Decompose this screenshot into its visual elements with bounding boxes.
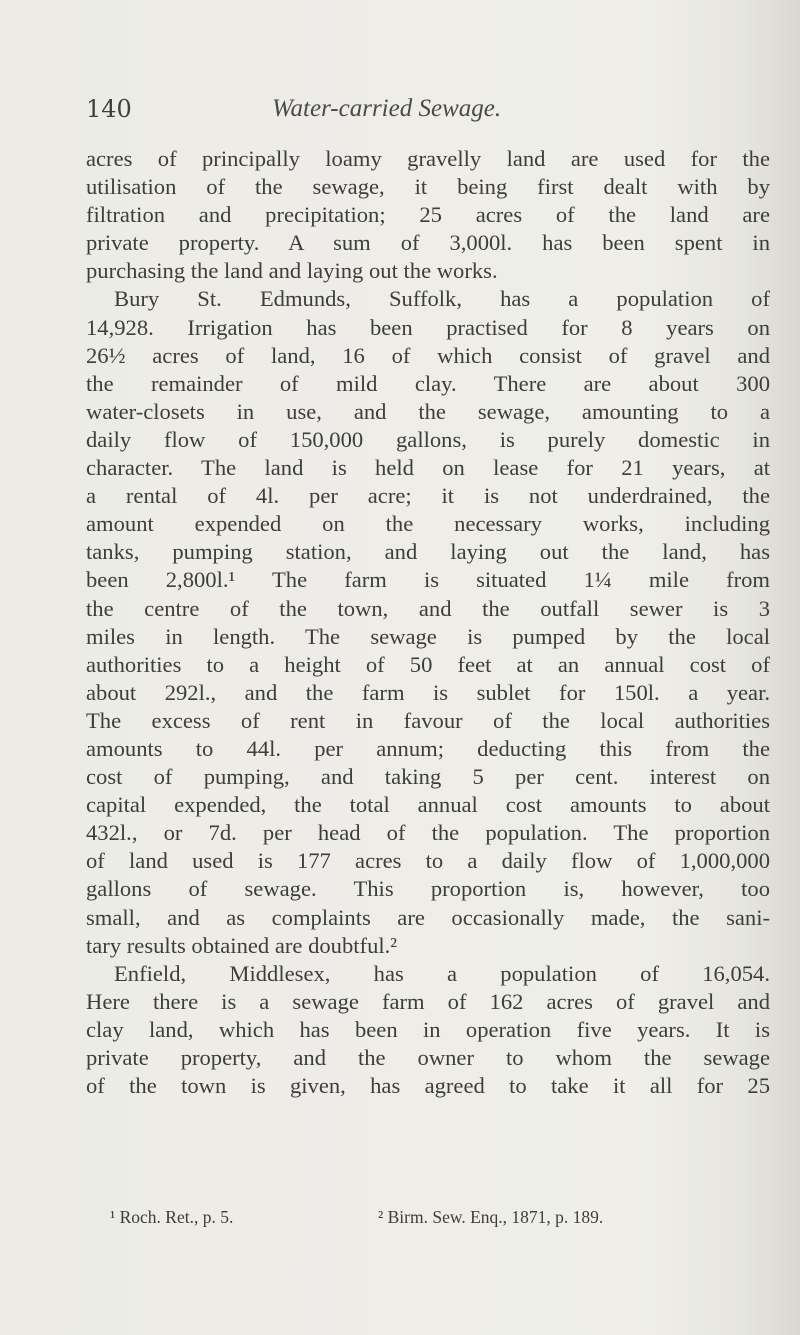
running-title: Water-carried Sewage. [272,95,502,122]
text-line: acres of principally loamy gravelly land are used for the [86,146,770,171]
text-line: Here there is a sewage farm of 162 acres of gravel and [86,988,770,1014]
text-line: daily flow of 150,000 gallons, is purely domestic in [86,426,770,452]
text-line: purchasing the land and laying out the works. [86,258,498,284]
text-line: capital expended, the total annual cost amounts to about [86,792,770,818]
text-line: water-closets in use, and the sewage, amounting to a [86,398,770,424]
page-number: 140 [86,95,132,123]
text-line: authorities to a height of 50 feet at an annual cost of [86,651,770,677]
text-line: 26½ acres of land, 16 of which consist of gravel and [86,342,770,368]
body-text [86,145,770,1100]
text-line: tanks, pumping station, and laying out the land, has [86,539,770,565]
text-line: about 292l., and the farm is sublet for 150l. a year. [86,679,770,705]
text-line: miles in length. The sewage is pumped by the local [86,623,770,649]
text-line: Bury St. Edmunds, Suffolk, has a population of [114,286,770,312]
text-line: private property, and the owner to whom the sewage [86,1045,770,1070]
text-line: utilisation of the sewage, it being first dealt with by [86,174,770,200]
page-header [86,95,786,135]
footnote-2: ² Birm. Sew. Enq., 1871, p. 189. [378,1207,604,1227]
text-line: character. The land is held on lease for 21 years, at [86,455,770,481]
text-line: the centre of the town, and the outfall sewer is 3 [86,595,770,621]
text-line: small, and as complaints are occasionally made, the sani- [86,904,770,930]
text-line: gallons of sewage. This proportion is, however, too [86,876,770,902]
text-line: a rental of 4l. per acre; it is not underdrained, the [86,483,770,509]
text-line: 14,928. Irrigation has been practised for 8 years on [86,314,770,340]
footnote-1: ¹ Roch. Ret., p. 5. [110,1207,234,1227]
text-line: Enfield, Middlesex, has a population of 16,054. [114,960,770,986]
text-line: amounts to 44l. per annum; deducting this from the [86,735,770,761]
text-line: filtration and precipitation; 25 acres of the land are [86,202,770,228]
text-line: 432l., or 7d. per head of the population. The proportion [86,820,770,846]
text-line: been 2,800l.¹ The farm is situated 1¼ mile from [86,567,770,593]
text-line: cost of pumping, and taking 5 per cent. interest on [86,764,770,790]
text-line: The excess of rent in favour of the local authorities [86,707,770,733]
text-line: amount expended on the necessary works, including [86,511,770,537]
text-line: of the town is given, has agreed to take it all for 25 [86,1073,770,1099]
text-line: the remainder of mild clay. There are about 300 [86,370,770,396]
text-line: clay land, which has been in operation five years. It is [86,1016,770,1042]
text-line: private property. A sum of 3,000l. has been spent in [86,230,770,256]
text-line: tary results obtained are doubtful.² [86,932,398,958]
text-line: of land used is 177 acres to a daily flow of 1,000,000 [86,848,770,874]
